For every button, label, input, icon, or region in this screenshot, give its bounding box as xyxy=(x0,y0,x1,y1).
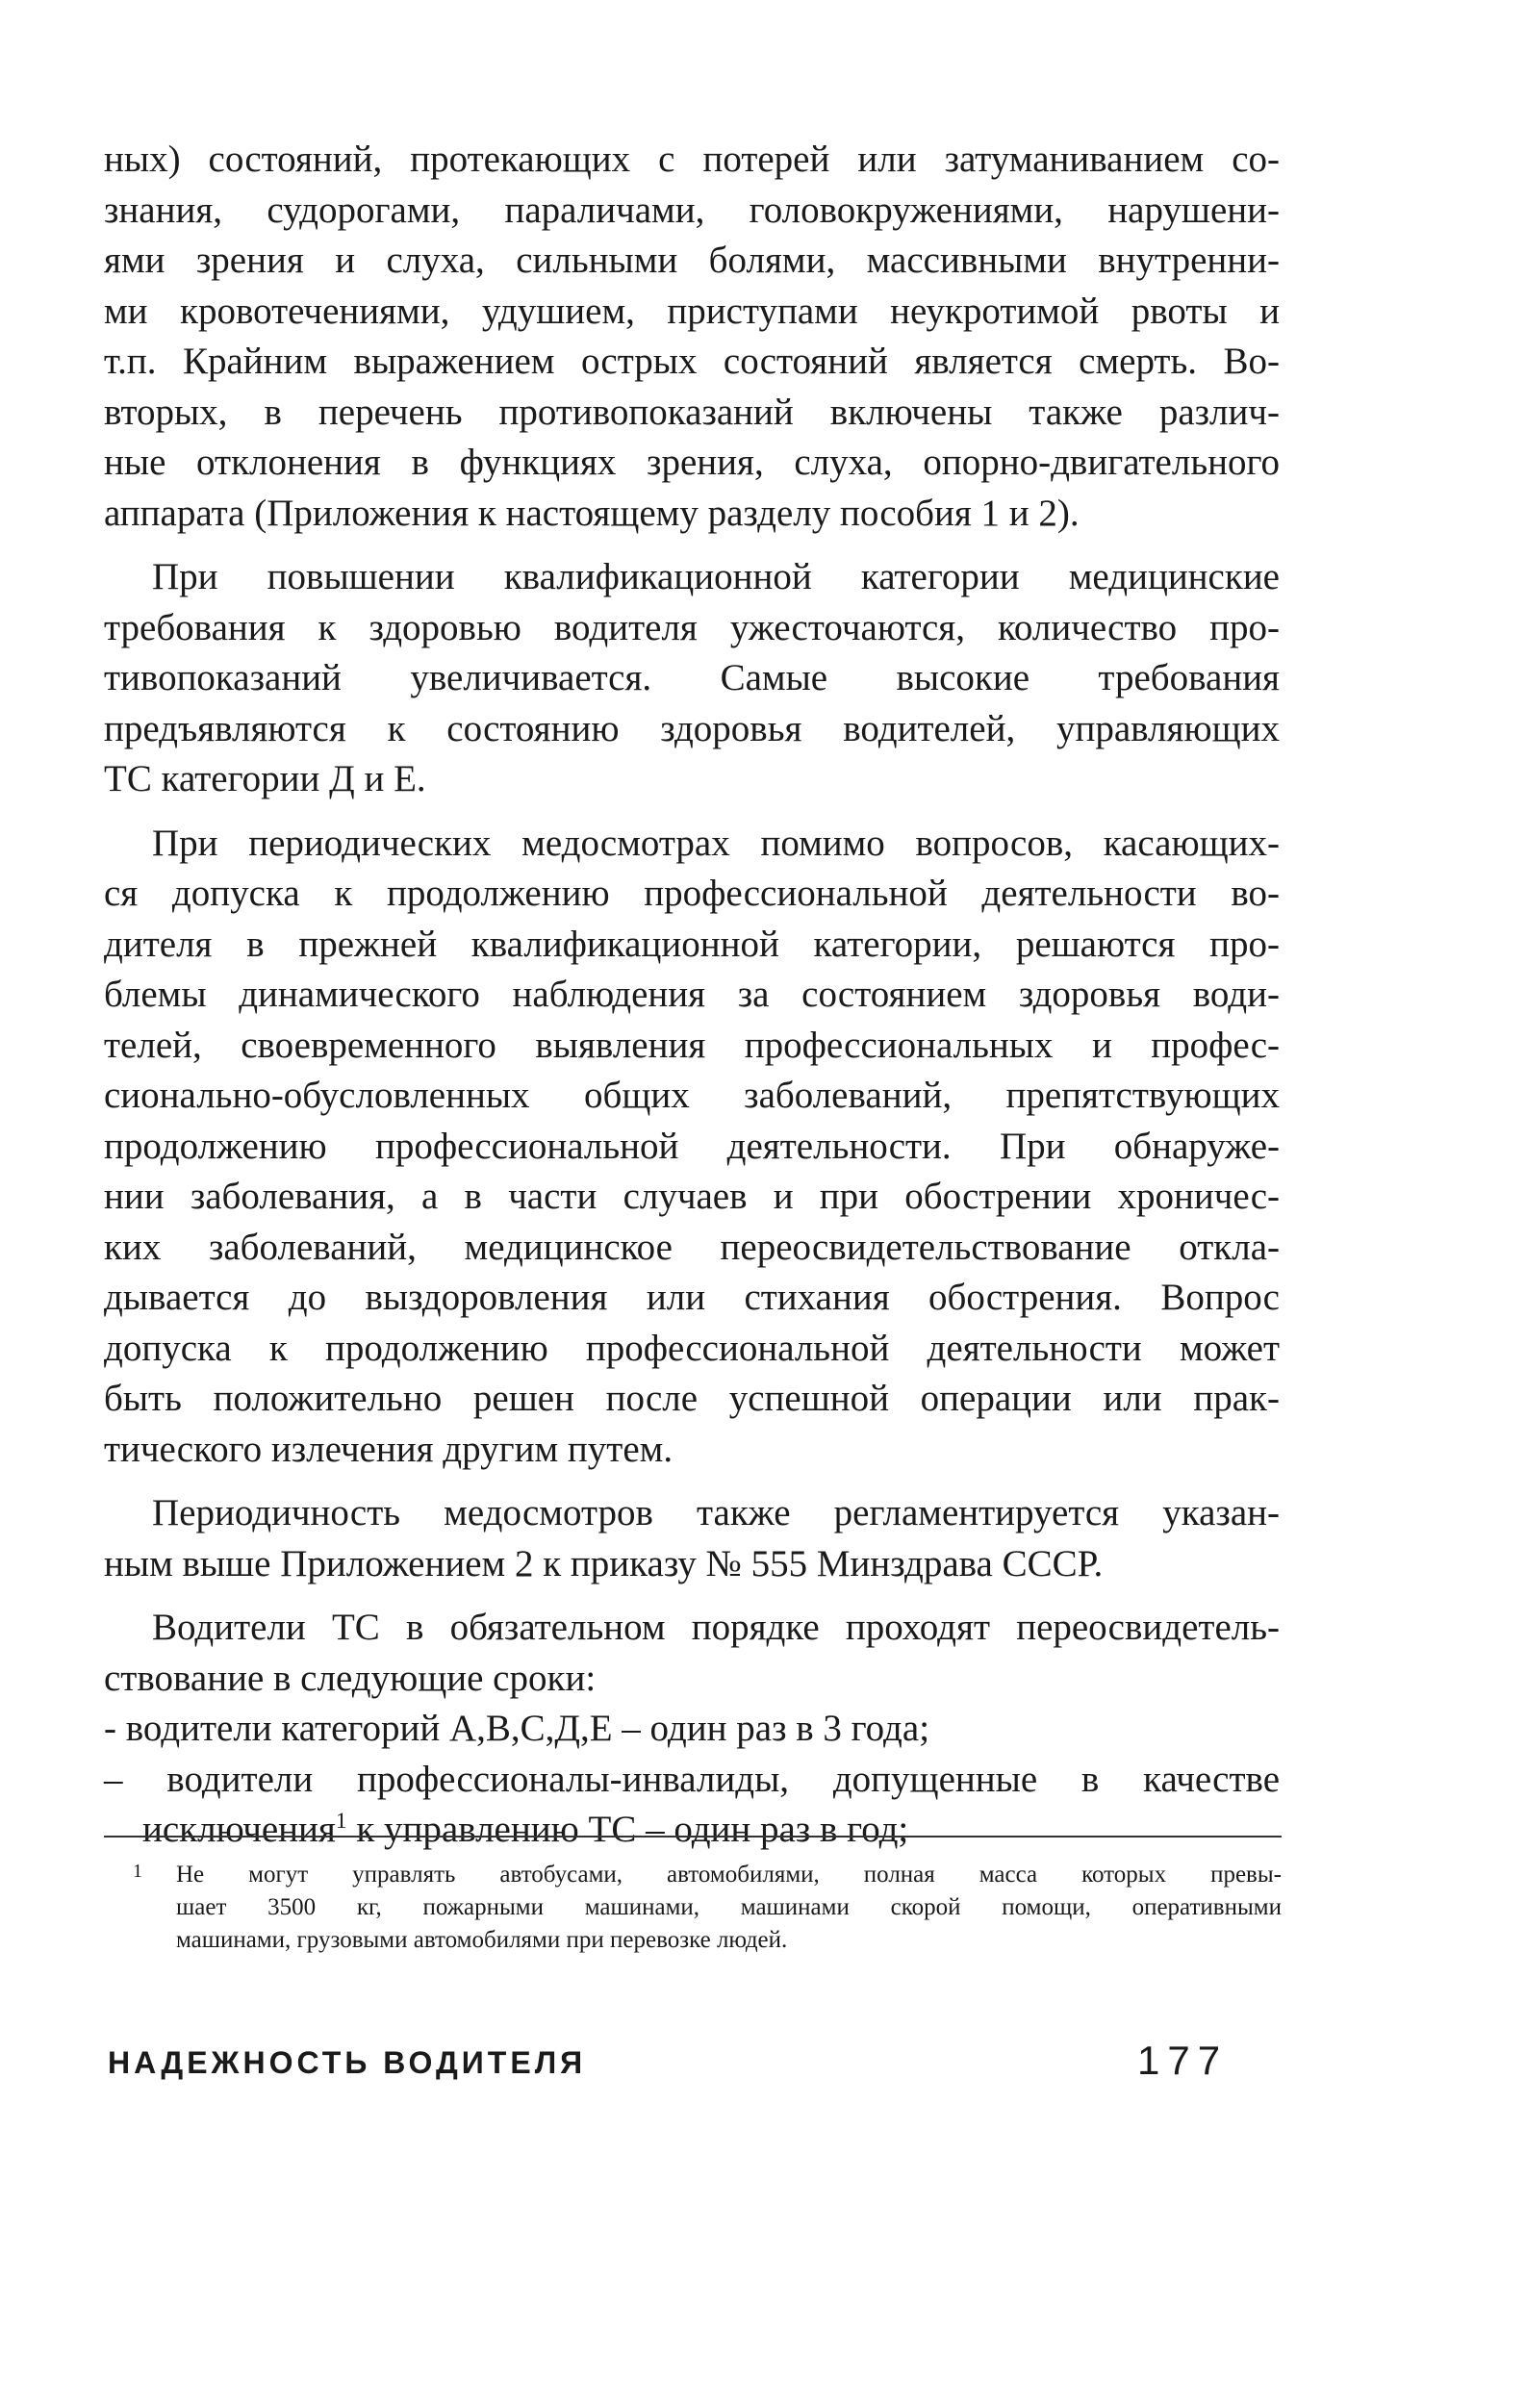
text-line: продолжению профессиональной деятельности. При обнаруже- xyxy=(104,1125,1280,1167)
list-item-text: - водители категорий А,В,С,Д,Е – один раз в 3 года; xyxy=(104,1708,930,1749)
text-line: При повышении квалификационной категории медицинские xyxy=(152,556,1280,597)
text-line: аппарата (Приложения к настоящему разделу пособия 1 и 2). xyxy=(104,492,1080,534)
text-line: ТС категории Д и Е. xyxy=(104,758,426,799)
text-line: ких заболеваний, медицинское переосвидетельствование откла- xyxy=(104,1226,1280,1268)
paragraph-4 xyxy=(104,1488,1280,1589)
text-line: дителя в прежней квалификационной категории, решаются про- xyxy=(104,923,1280,965)
list-item-text-part: исключения xyxy=(142,1809,336,1850)
page-body xyxy=(104,135,1280,1856)
paragraph-3 xyxy=(104,819,1280,1476)
text-line: ным выше Приложением 2 к приказу № 555 Минздрава СССР. xyxy=(104,1542,1104,1584)
text-line: быть положительно решен после успешной операции или прак- xyxy=(104,1378,1280,1419)
text-line: ствование в следующие сроки: xyxy=(104,1657,597,1699)
text-line: сионально-обусловленных общих заболеваний, препятствующих xyxy=(104,1075,1280,1116)
list-item xyxy=(104,1755,1280,1856)
list-item-text: – водители профессионалы-инвалиды, допущенные в качестве xyxy=(104,1758,1280,1800)
text-line: ми кровотечениями, удушием, приступами неукротимой рвоты и xyxy=(104,290,1280,332)
list-item-text-part: к управлению ТС – один раз в год; xyxy=(346,1809,909,1850)
footnote-line: шает 3500 кг, пожарными машинами, машинами скорой помощи, оперативными xyxy=(176,1894,1282,1920)
text-line: блемы динамического наблюдения за состоянием здоровья води- xyxy=(104,974,1280,1015)
footnote-reference[interactable]: 1 xyxy=(335,1809,347,1834)
text-line: знания, судорогами, параличами, головокружениями, нарушени- xyxy=(104,189,1280,231)
footnote-text xyxy=(176,1859,1282,1957)
text-line: ся допуска к продолжению профессиональной деятельности во- xyxy=(104,873,1280,914)
text-line: дывается до выздоровления или стихания обострения. Вопрос xyxy=(104,1277,1280,1318)
text-line: вторых, в перечень противопоказаний включены также различ- xyxy=(104,391,1280,433)
footnote-divider xyxy=(104,1836,1282,1838)
page-number: 177 xyxy=(1137,2038,1229,2083)
paragraph-5 xyxy=(104,1603,1280,1704)
footnote-line: машинами, грузовыми автомобилями при перевозке людей. xyxy=(176,1927,788,1953)
text-line: нии заболевания, а в части случаев и при обострении хроничес- xyxy=(104,1176,1280,1217)
text-line: Водители ТС в обязательном порядке проходят переосвидетель- xyxy=(152,1607,1280,1648)
paragraph-2 xyxy=(104,552,1280,805)
text-line: предъявляются к состоянию здоровья водителей, управляющих xyxy=(104,707,1280,749)
paragraph-1 xyxy=(104,135,1280,539)
text-line: Периодичность медосмотров также регламентируется указан- xyxy=(152,1492,1280,1534)
text-line: тического излечения другим путем. xyxy=(104,1428,674,1470)
list-item xyxy=(104,1704,1280,1755)
list-item-text xyxy=(104,1805,1280,1856)
text-line: При периодических медосмотрах помимо вопросов, касающих- xyxy=(152,822,1280,864)
text-line: телей, своевременного выявления профессиональных и профес- xyxy=(104,1024,1280,1066)
footnote xyxy=(104,1859,1282,1957)
text-line: ных) состояний, протекающих с потерей или затуманиванием со- xyxy=(104,139,1280,180)
text-line: тивопоказаний увеличивается. Самые высокие требования xyxy=(104,657,1280,698)
running-title: НАДЕЖНОСТЬ ВОДИТЕЛЯ xyxy=(108,2045,587,2080)
text-line: т.п. Крайним выражением острых состояний является смерть. Во- xyxy=(104,341,1280,382)
text-line: допуска к продолжению профессиональной деятельности может xyxy=(104,1327,1280,1369)
text-line: ями зрения и слуха, сильными болями, массивными внутренни- xyxy=(104,240,1280,281)
footnote-mark: 1 xyxy=(133,1861,142,1882)
footnote-line: Не могут управлять автобусами, автомобилями, полная масса которых превы- xyxy=(176,1862,1282,1888)
text-line: ные отклонения в функциях зрения, слуха, опорно-двигательного xyxy=(104,442,1280,483)
text-line: требования к здоровью водителя ужесточаются, количество про- xyxy=(104,606,1280,648)
